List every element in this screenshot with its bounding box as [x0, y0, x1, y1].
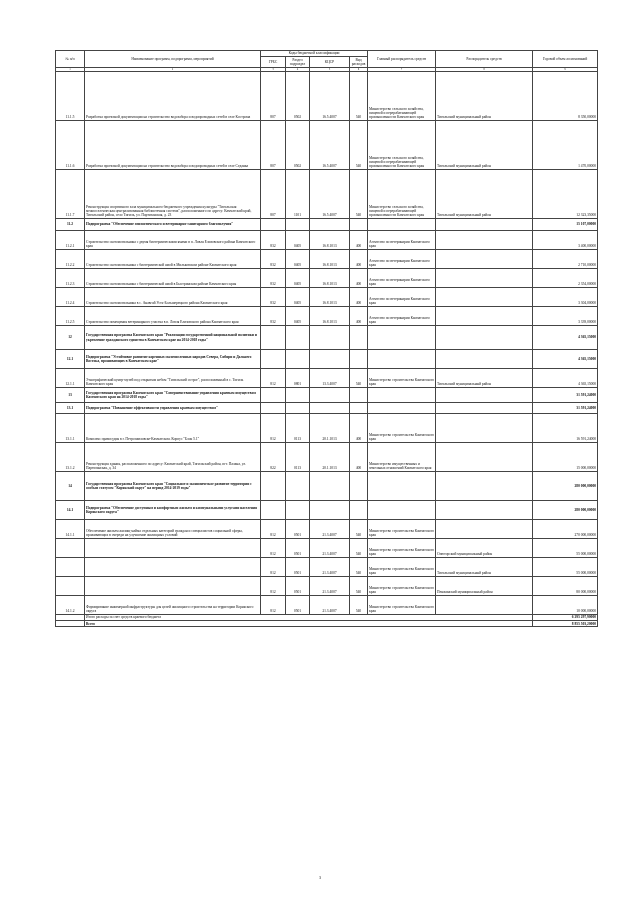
- row-number: 14.1.1: [56, 520, 85, 539]
- row-grbs: 812: [261, 520, 286, 539]
- row-number: 14.1.2: [56, 596, 85, 615]
- row-recipient: [436, 403, 533, 414]
- row-kcsr: 13.3.4007: [310, 369, 350, 388]
- row-razdel: [286, 219, 310, 231]
- row-kcsr: [310, 326, 350, 350]
- header-number: 5: [310, 68, 350, 72]
- row-amount: 12 323,35000: [533, 170, 598, 219]
- row-recipient: [436, 288, 533, 307]
- row-amount: 3 339,00000: [533, 307, 598, 326]
- row-kcsr: 16.8.1013: [310, 307, 350, 326]
- header-number: 4: [286, 68, 310, 72]
- row-number: 11.1.6: [56, 121, 85, 170]
- row-number: 13.1: [56, 403, 85, 414]
- table-row: [56, 596, 598, 615]
- row-amount: 4 365,15000: [533, 326, 598, 350]
- table-row: [56, 231, 598, 250]
- row-razdel: [286, 403, 310, 414]
- row-main-distributor: Министерство строительства Камчатского края: [368, 596, 436, 615]
- row-grbs: 807: [261, 121, 286, 170]
- row-amount: 3 304,00000: [533, 288, 598, 307]
- section-row: [56, 501, 598, 520]
- row-grbs: 832: [261, 269, 286, 288]
- row-kcsr: [310, 501, 350, 520]
- row-amount: 4 365,15000: [533, 350, 598, 369]
- row-kcsr: 21.3.4007: [310, 596, 350, 615]
- row-recipient: [436, 414, 533, 443]
- row-number: 11.2.2: [56, 250, 85, 269]
- row-name: Строительство скотомогильника в с. Анавгай Усть-Большерецкого района Камчатского края: [85, 288, 261, 307]
- row-amount: 3 400,00000: [533, 231, 598, 250]
- row-number: [56, 539, 85, 558]
- row-kvr: 540: [350, 520, 368, 539]
- row-razdel: 0501: [286, 558, 310, 577]
- row-kvr: 400: [350, 231, 368, 250]
- row-grbs: [261, 501, 286, 520]
- section-row: [56, 326, 598, 350]
- header-number: 9: [533, 68, 598, 72]
- row-grbs: 832: [261, 307, 286, 326]
- row-recipient: [436, 443, 533, 472]
- header-col-name: Наименование программ, подпрограмм, мероприятий: [85, 51, 261, 68]
- budget-table-sheet: [55, 50, 597, 627]
- row-number: 11.2.3: [56, 269, 85, 288]
- row-kvr: [350, 403, 368, 414]
- subtotal-amount: 6 295 297,90000: [533, 615, 598, 621]
- row-kcsr: 20.1.1013: [310, 443, 350, 472]
- row-number: 13.1.1: [56, 414, 85, 443]
- row-kcsr: [310, 472, 350, 501]
- row-number: 12.1: [56, 350, 85, 369]
- row-recipient: [436, 472, 533, 501]
- row-kcsr: 16.5.4007: [310, 170, 350, 219]
- header-col-kcsr: КЦСР: [310, 57, 350, 68]
- row-recipient: Тигильский муниципальный район: [436, 558, 533, 577]
- row-recipient: [436, 501, 533, 520]
- row-recipient: Тигильский муниципальный район: [436, 121, 533, 170]
- row-recipient: [436, 250, 533, 269]
- row-number: 13.1.2: [56, 443, 85, 472]
- row-recipient: [436, 219, 533, 231]
- row-kvr: [350, 501, 368, 520]
- row-main-distributor: Министерство имущественных и земельных отношений Камчатского края: [368, 443, 436, 472]
- row-razdel: 0801: [286, 369, 310, 388]
- row-main-distributor: [368, 472, 436, 501]
- row-grbs: [261, 388, 286, 403]
- row-main-distributor: Агентство по ветеринарии Камчатского края: [368, 269, 436, 288]
- row-grbs: [261, 403, 286, 414]
- row-grbs: 812: [261, 414, 286, 443]
- row-grbs: 807: [261, 72, 286, 121]
- row-name: [85, 539, 261, 558]
- row-amount: 55 000,00000: [533, 539, 598, 558]
- row-number: [56, 577, 85, 596]
- row-main-distributor: Агентство по ветеринарии Камчатского края: [368, 250, 436, 269]
- header-col-num: № п/п: [56, 51, 85, 68]
- total-num-cell: [56, 621, 85, 627]
- section-row: [56, 219, 598, 231]
- row-razdel: 0502: [286, 121, 310, 170]
- row-kvr: 400: [350, 443, 368, 472]
- row-name: Государственная программа Камчатского края "Совершенствование управления краевым имуществом Камчатского края на 2014-2018 годы": [85, 388, 261, 403]
- row-kvr: 540: [350, 596, 368, 615]
- header-number: 3: [261, 68, 286, 72]
- table-body: [56, 72, 598, 615]
- row-number: 11.2.4: [56, 288, 85, 307]
- row-amount: 15 000,00000: [533, 443, 598, 472]
- row-amount: 8 350,00000: [533, 72, 598, 121]
- row-recipient: [436, 520, 533, 539]
- table-row: [56, 443, 598, 472]
- table-row: [56, 307, 598, 326]
- row-razdel: [286, 350, 310, 369]
- row-name: Строительство помещения ветеринарного участка в п. Ловля Елизовского района Камчатского края: [85, 307, 261, 326]
- row-razdel: [286, 326, 310, 350]
- row-kcsr: 16.5.4007: [310, 72, 350, 121]
- row-number: 12: [56, 326, 85, 350]
- row-name: Подпрограмма "Устойчивое развитие коренных малочисленных народов Севера, Сибири и Дальнего Востока, проживающих в Камчатском крае": [85, 350, 261, 369]
- row-grbs: [261, 472, 286, 501]
- table-row: [56, 558, 598, 577]
- row-razdel: 0501: [286, 539, 310, 558]
- row-grbs: 812: [261, 539, 286, 558]
- header-number: 1: [56, 68, 85, 72]
- row-recipient: [436, 326, 533, 350]
- row-main-distributor: Агентство по ветеринарии Камчатского края: [368, 288, 436, 307]
- header-col-razdel: Раздел подраздел: [286, 57, 310, 68]
- row-kvr: 540: [350, 577, 368, 596]
- row-razdel: 0405: [286, 231, 310, 250]
- row-recipient: [436, 307, 533, 326]
- row-kvr: 400: [350, 250, 368, 269]
- table-row: [56, 250, 598, 269]
- row-name: Государственная программа Камчатского края "Реализация государственной национальной политики и укрепление гражданского единства в Камчатском крае на 2014-2018 годы": [85, 326, 261, 350]
- row-kvr: 400: [350, 269, 368, 288]
- row-kvr: [350, 388, 368, 403]
- row-number: 11.2: [56, 219, 85, 231]
- row-grbs: 832: [261, 288, 286, 307]
- row-main-distributor: Министерство строительства Камчатского края: [368, 539, 436, 558]
- table-row: [56, 72, 598, 121]
- row-name: Подпрограмма "Повышение эффективности управления краевым имуществом": [85, 403, 261, 414]
- row-name: Формирование инженерной инфраструктуры для целей жилищного строительства на территории Корякского округа: [85, 596, 261, 615]
- row-kvr: 540: [350, 369, 368, 388]
- table-row: [56, 121, 598, 170]
- row-kcsr: 21.3.4007: [310, 520, 350, 539]
- table-row: [56, 539, 598, 558]
- row-recipient: Тигильский муниципальный район: [436, 369, 533, 388]
- row-kcsr: 21.3.4007: [310, 539, 350, 558]
- row-main-distributor: [368, 501, 436, 520]
- row-kcsr: 16.8.1013: [310, 288, 350, 307]
- total-amount: 8 855 503,20000: [533, 621, 598, 627]
- header-number: 8: [436, 68, 533, 72]
- row-main-distributor: [368, 350, 436, 369]
- row-main-distributor: [368, 388, 436, 403]
- row-amount: 80 000,00000: [533, 577, 598, 596]
- total-label: Всего: [85, 621, 533, 627]
- row-name: Подпрограмма "Обеспечение доступным и комфортным жильем и коммунальными услугами населения Корякского округа": [85, 501, 261, 520]
- row-kvr: 540: [350, 539, 368, 558]
- row-kcsr: [310, 403, 350, 414]
- row-number: 11.1.5: [56, 72, 85, 121]
- row-grbs: [261, 219, 286, 231]
- row-kcsr: 16.8.1013: [310, 269, 350, 288]
- row-razdel: 0113: [286, 414, 310, 443]
- row-razdel: [286, 472, 310, 501]
- section-row: [56, 403, 598, 414]
- row-recipient: [436, 269, 533, 288]
- page-number: 3: [319, 875, 321, 880]
- row-grbs: [261, 326, 286, 350]
- row-name: Реконструкция здания, расположенного по адресу: Камчатский край, Тигильский район, пгт. Палана, ул. Партизанская, д. 34: [85, 443, 261, 472]
- row-main-distributor: Министерство строительства Камчатского края: [368, 520, 436, 539]
- row-amount: 280 000,00000: [533, 501, 598, 520]
- row-main-distributor: [368, 219, 436, 231]
- table-header: [56, 51, 598, 72]
- row-razdel: 1101: [286, 170, 310, 219]
- header-col-recipient: Распорядитель средств: [436, 51, 533, 68]
- row-name: Этнографический центр-музей под открытым небом "Тигильский острог", расположенный в с. Тигиль Камчатского края: [85, 369, 261, 388]
- row-name: [85, 558, 261, 577]
- row-number: 12.1.1: [56, 369, 85, 388]
- row-razdel: 0113: [286, 443, 310, 472]
- table-row: [56, 170, 598, 219]
- row-recipient: Тигильский муниципальный район: [436, 72, 533, 121]
- row-razdel: 0501: [286, 577, 310, 596]
- section-row: [56, 350, 598, 369]
- row-main-distributor: Министерство строительства Камчатского края: [368, 558, 436, 577]
- row-main-distributor: Министерство сельского хозяйства, пищевой и перерабатывающей промышленности Камчатского края: [368, 121, 436, 170]
- row-kcsr: 16.8.1013: [310, 231, 350, 250]
- table-row: [56, 520, 598, 539]
- row-razdel: 0501: [286, 596, 310, 615]
- row-recipient: [436, 350, 533, 369]
- header-number: 6: [350, 68, 368, 72]
- row-kvr: 540: [350, 558, 368, 577]
- table-row: [56, 288, 598, 307]
- header-col-main: Главный распорядитель средств: [368, 51, 436, 68]
- row-number: 13: [56, 388, 85, 403]
- row-main-distributor: [368, 403, 436, 414]
- row-grbs: 812: [261, 558, 286, 577]
- row-grbs: 832: [261, 231, 286, 250]
- row-kvr: [350, 350, 368, 369]
- row-number: 11.2.1: [56, 231, 85, 250]
- row-kcsr: 21.3.4007: [310, 558, 350, 577]
- row-razdel: [286, 388, 310, 403]
- row-amount: 31 591,24000: [533, 388, 598, 403]
- row-kvr: 540: [350, 72, 368, 121]
- row-recipient: Пенжинский муниципальный район: [436, 577, 533, 596]
- row-kvr: 400: [350, 307, 368, 326]
- row-amount: 15 107,00000: [533, 219, 598, 231]
- section-row: [56, 472, 598, 501]
- row-grbs: [261, 350, 286, 369]
- row-grbs: 822: [261, 443, 286, 472]
- row-kcsr: [310, 350, 350, 369]
- row-amount: 2 354,00000: [533, 269, 598, 288]
- budget-table: [55, 50, 598, 627]
- row-kvr: 540: [350, 121, 368, 170]
- row-recipient: [436, 231, 533, 250]
- row-name: Разработка проектной документации на строительство водозабора и водопроводных сетей в селе Кострома: [85, 72, 261, 121]
- row-kvr: [350, 326, 368, 350]
- row-amount: 2 710,00000: [533, 250, 598, 269]
- row-kcsr: [310, 388, 350, 403]
- row-number: [56, 558, 85, 577]
- row-razdel: [286, 501, 310, 520]
- row-recipient: [436, 388, 533, 403]
- row-kvr: 540: [350, 170, 368, 219]
- row-amount: 1 470,00000: [533, 121, 598, 170]
- row-grbs: 812: [261, 596, 286, 615]
- row-name: Строительство скотомогильника с биотермической ямой в Мильковском районе Камчатского края: [85, 250, 261, 269]
- row-name: Обеспечение жильем жилищ-найма отдельных категорий граждан и специалистов социальной сферы, проживающих в очереди на улучшение жилищных условий: [85, 520, 261, 539]
- row-name: [85, 577, 261, 596]
- row-number: 11.1.7: [56, 170, 85, 219]
- row-main-distributor: Агентство по ветеринарии Камчатского края: [368, 231, 436, 250]
- row-main-distributor: Министерство строительства Камчатского края: [368, 577, 436, 596]
- row-amount: 55 000,00000: [533, 558, 598, 577]
- row-kcsr: 16.8.1013: [310, 250, 350, 269]
- row-kvr: 400: [350, 288, 368, 307]
- row-kcsr: 16.5.4007: [310, 121, 350, 170]
- row-amount: 10 000,00000: [533, 596, 598, 615]
- row-amount: 4 365,15000: [533, 369, 598, 388]
- row-number: 11.2.5: [56, 307, 85, 326]
- row-grbs: 807: [261, 170, 286, 219]
- subtotal-label: Итого расходы за счет средств краевого бюджета: [85, 615, 533, 621]
- row-amount: 31 591,24000: [533, 403, 598, 414]
- row-main-distributor: Агентство по ветеринарии Камчатского края: [368, 307, 436, 326]
- row-grbs: 832: [261, 250, 286, 269]
- row-main-distributor: Министерство строительства Камчатского края: [368, 414, 436, 443]
- row-recipient: Тигильский муниципальный район: [436, 170, 533, 219]
- header-col-grbs: ГРБС: [261, 57, 286, 68]
- row-grbs: 812: [261, 369, 286, 388]
- table-row: [56, 414, 598, 443]
- header-kbk-group: Коды бюджетной классификации: [261, 51, 368, 57]
- table-footer: [56, 615, 598, 627]
- header-number: 2: [85, 68, 261, 72]
- table-row: [56, 577, 598, 596]
- row-kvr: [350, 472, 368, 501]
- row-kvr: 400: [350, 414, 368, 443]
- row-name: Подпрограмма "Обеспечение эпизоотического и ветеринарно-санитарного благополучия": [85, 219, 261, 231]
- row-recipient: Олюторский муниципальный район: [436, 539, 533, 558]
- row-name: Комплекс правосудия в г. Петропавловске-Камчатском. Корпус "Блок 5.1": [85, 414, 261, 443]
- row-name: Государственная программа Камчатского края "Социальное и экономическое развитие территории с особым статусом "Корякский округ" на период 2014-2019 годы": [85, 472, 261, 501]
- row-main-distributor: Министерство сельского хозяйства, пищевой и перерабатывающей промышленности Камчатского края: [368, 170, 436, 219]
- header-col-amount: Годовой объем ассигнований: [533, 51, 598, 68]
- row-razdel: 0405: [286, 288, 310, 307]
- section-row: [56, 388, 598, 403]
- row-amount: 270 000,00000: [533, 520, 598, 539]
- row-razdel: 0405: [286, 307, 310, 326]
- row-recipient: [436, 596, 533, 615]
- table-row: [56, 269, 598, 288]
- header-number: 7: [368, 68, 436, 72]
- row-razdel: 0501: [286, 520, 310, 539]
- row-name: Реконструкция спортивного зала муниципального бюджетного учреждения культуры "Тигильская межпоселенческая централизованная библиотечная система", расположенного по адресу: Камчатский край, Тигильский район, село Тигиль, ул. Партизанская, д. 23: [85, 170, 261, 219]
- row-kcsr: 20.1.1013: [310, 414, 350, 443]
- row-kvr: [350, 219, 368, 231]
- row-name: Строительство скотомогильника с биотермической ямой в Быстринском районе Камчатского края: [85, 269, 261, 288]
- row-main-distributor: [368, 326, 436, 350]
- row-main-distributor: Министерство строительства Камчатского края: [368, 369, 436, 388]
- row-razdel: 0405: [286, 269, 310, 288]
- header-col-kvr: Вид расходов: [350, 57, 368, 68]
- row-kcsr: 21.3.4007: [310, 577, 350, 596]
- row-main-distributor: Министерство сельского хозяйства, пищевой и перерабатывающей промышленности Камчатского края: [368, 72, 436, 121]
- row-number: 14.1: [56, 501, 85, 520]
- row-amount: 280 000,00000: [533, 472, 598, 501]
- row-razdel: 0405: [286, 250, 310, 269]
- row-number: 14: [56, 472, 85, 501]
- row-grbs: 812: [261, 577, 286, 596]
- row-amount: 16 591,24000: [533, 414, 598, 443]
- table-row: [56, 369, 598, 388]
- row-name: Разработка проектной документации на строительство водозабора и водопроводных сетей в селе Седанка: [85, 121, 261, 170]
- row-razdel: 0502: [286, 72, 310, 121]
- row-name: Строительство скотомогильника с двумя биотермическими ямами в п. Ловля Елизовского района Камчатского края: [85, 231, 261, 250]
- row-kcsr: [310, 219, 350, 231]
